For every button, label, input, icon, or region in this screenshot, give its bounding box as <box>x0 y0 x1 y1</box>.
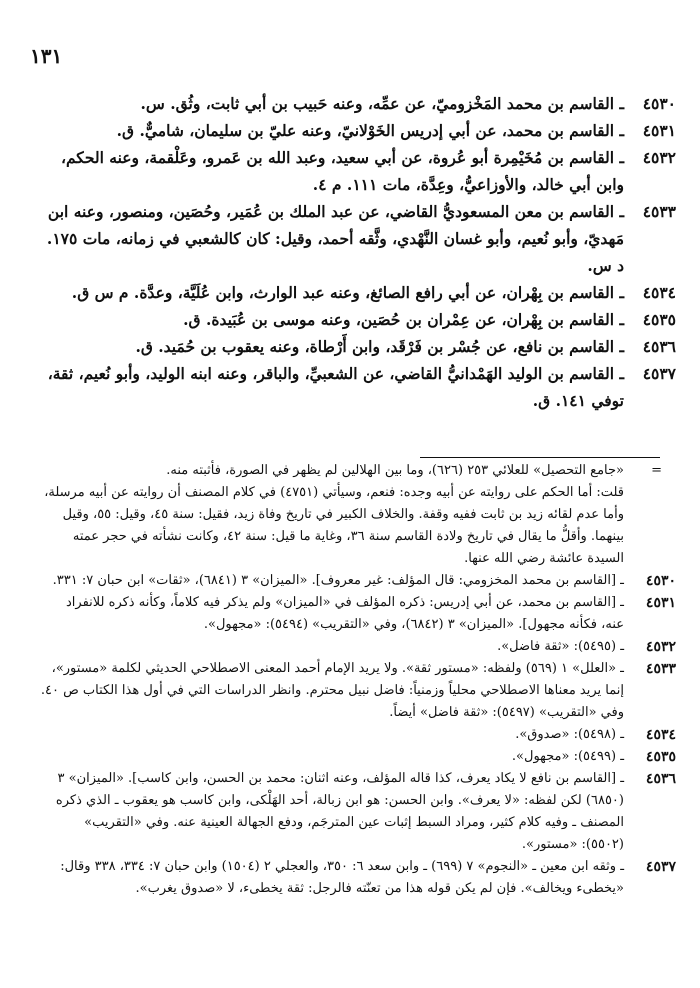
note-text: ـ (٥٤٩٩): «مجهول». <box>511 749 624 764</box>
entry-4532 <box>40 144 676 198</box>
note-number: ٤٥٣٥ <box>645 749 676 765</box>
note-continuation-comment <box>40 482 676 570</box>
note-text: «جامع التحصيل» للعلائي ٢٥٣ (٦٢٦)، وما بين الهلالين لم يظهر في الصورة، فأثبته منه. <box>166 463 624 478</box>
page-number: ١٣١ <box>30 44 63 68</box>
entry-number: ٤٥٣٢ <box>642 148 676 167</box>
note-4537 <box>40 856 676 900</box>
entry-text: ـ القاسم بن مُخَيْمِرة أبو عُروة، عن أبي سعيد، وعبد الله بن عَمرو، وعَلْقمة، وعنه الحكم، وابن أبي خالد، والأوزاعيُّ، وعِدَّة، مات ١١١. م ٤. <box>60 148 624 194</box>
entry-number: ٤٥٣٠ <box>642 94 676 113</box>
entry-text: ـ القاسم بن بِهْران، عن أبي رافع الصائغ، وعنه عبد الوارث، وابن عُلَيَّة، وعدَّة. م س ق. <box>71 283 624 302</box>
note-4535 <box>40 746 676 768</box>
entry-number: ٤٥٣٣ <box>642 202 676 221</box>
entry-number: ٤٥٣١ <box>642 121 676 140</box>
note-number: ٤٥٣٦ <box>645 771 676 787</box>
continuation-marker: = <box>651 463 662 478</box>
entry-number: ٤٥٣٤ <box>642 283 676 302</box>
entry-text: ـ القاسم بن معن المسعوديُّ القاضي، عن عبد الملك بن عُمَير، وحُصَين، ومنصور، وعنه ابن مَهديّ، وأبو نُعيم، وأبو غسان النَّهْدي، وثَّقه أحمد، وقيل: كان كالشعبي في زمانه، مات ١٧٥. د س. <box>46 202 624 275</box>
note-text: ـ [القاسم بن محمد المخزومي: قال المؤلف: غير معروف]. «الميزان» ٣ (٦٨٤١)، «ثقات» ابن حبان ٧: ٣٣١. <box>52 573 624 588</box>
note-4531 <box>40 592 676 636</box>
entry-4534 <box>40 279 676 306</box>
note-text: ـ وثقه ابن معين ـ «النجوم» ٧ (٦٩٩) ـ وابن سعد ٦: ٣٥٠، والعجلي ٢ (١٥٠٤) وابن حبان ٧: ٣٣٤، ٣٣٨ وقال: «يخطىء ويخالف». فإن لم يكن قوله هذا من تعنّته فالرجل: ثقة يخطىء، لا «صدوق يغرب». <box>60 859 624 896</box>
note-text: ـ [القاسم بن نافع لا يكاد يعرف، كذا قاله المؤلف، وعنه اثنان: محمد بن الحسن، وابن كاسب]. «الميزان» ٣ (٦٨٥٠) لكن لفظه: «لا يعرف». وابن الحسن: هو ابن زبالة، أحد الهَلْكى، وابن كاسب هو يعقوب ـ الذي ذكره المصنف ـ وفيه كلام كثير، ومراد السبط إثبات عين المترجَم، ودفع الجهالة العينية عنه. وفي «التقريب» (٥٥٠٢): «مستور». <box>55 771 624 852</box>
note-text: قلت: أما الحكم على روايته عن أبيه وجده: فنعم، وسيأتي (٤٧٥١) في كلام المصنف أن روايته عن أبيه مرسلة، وأما عدم لقائه زيد بن ثابت ففيه وقفة. والخلاف الكبير في تاريخ وفاة زيد، فقيل: سنة ٤٥، وقيل: ٥٥، وقيل بينهما. وأقلُّ ما يقال في تاريخ ولادة القاسم سنة ٣٦، وغاية ما قيل: سنة ٤٢، وكانت نشأته في حجر عمته السيدة عائشة رضي الله عنها. <box>44 485 624 566</box>
note-text: ـ (٥٤٩٨): «صدوق». <box>515 727 624 742</box>
entry-number: ٤٥٣٧ <box>642 364 676 383</box>
note-text: ـ [القاسم بن محمد، عن أبي إدريس: ذكره المؤلف في «الميزان» ولم يذكر فيه كلاماً، وكأنه ذكره للانفراد عنه، فكأنه مجهول]. «الميزان» ٣ (٦٨٤٢)، وفي «التقريب» (٥٤٩٤): «مجهول». <box>66 595 624 632</box>
note-number: ٤٥٣١ <box>645 595 676 611</box>
note-4533 <box>40 658 676 724</box>
entry-4530 <box>40 90 676 117</box>
entry-4531 <box>40 117 676 144</box>
entry-4536 <box>40 333 676 360</box>
note-4530 <box>40 570 676 592</box>
entry-4535 <box>40 306 676 333</box>
footnote-separator <box>420 457 660 458</box>
note-4534 <box>40 724 676 746</box>
note-text: ـ (٥٤٩٥): «ثقة فاضل». <box>497 639 624 654</box>
entry-text: ـ القاسم بن محمد، عن أبي إدريس الخَوْلانيّ، وعنه عليّ بن سليمان، شاميٌّ. ق. <box>116 121 624 140</box>
entry-text: ـ القاسم بن نافع، عن جُسْر بن فَرْقَد، وابن أَرْطاة، وعنه يعقوب بن حُمَيد. ق. <box>135 337 624 356</box>
note-number: ٤٥٣٧ <box>645 859 676 875</box>
entry-text: ـ القاسم بن الوليد الهَمْدانيُّ القاضي، عن الشعبيِّ، والباقر، وعنه ابنه الوليد، وأبو نُعيم، ثقة، توفي ١٤١. ق. <box>47 364 624 410</box>
entry-4537 <box>40 360 676 414</box>
entry-text: ـ القاسم بن محمد المَخْزوميّ، عن عمِّه، وعنه حَبيب بن أبي ثابت، وثُق. س. <box>140 94 624 113</box>
main-text <box>40 90 676 414</box>
footnotes <box>40 460 676 900</box>
note-number: ٤٥٣٠ <box>645 573 676 589</box>
entry-number: ٤٥٣٥ <box>642 310 676 329</box>
note-4532 <box>40 636 676 658</box>
entry-number: ٤٥٣٦ <box>642 337 676 356</box>
entry-4533 <box>40 198 676 279</box>
entry-text: ـ القاسم بن بِهْران، عن عِمْران بن حُصَين، وعنه موسى بن عُبَيدة. ق. <box>183 310 624 329</box>
note-4536 <box>40 768 676 856</box>
note-number: ٤٥٣٢ <box>645 639 676 655</box>
note-continuation-source <box>40 460 676 482</box>
note-text: ـ «العلل» ١ (٥٦٩) ولفظه: «مستور ثقة». ولا يريد الإمام أحمد المعنى الاصطلاحي الحديثي لكلمة «مستور»، إنما يريد معناها الاصطلاحي محلياً وزمنياً: فاضل نبيل محترم. وانظر الدراسات التي في أول هذا الكتاب ص ٤٠. وفي «التقريب» (٥٤٩٧): «ثقة فاضل» أيضاً. <box>40 661 624 720</box>
note-number: ٤٥٣٤ <box>645 727 676 743</box>
note-number: ٤٥٣٣ <box>645 661 676 677</box>
